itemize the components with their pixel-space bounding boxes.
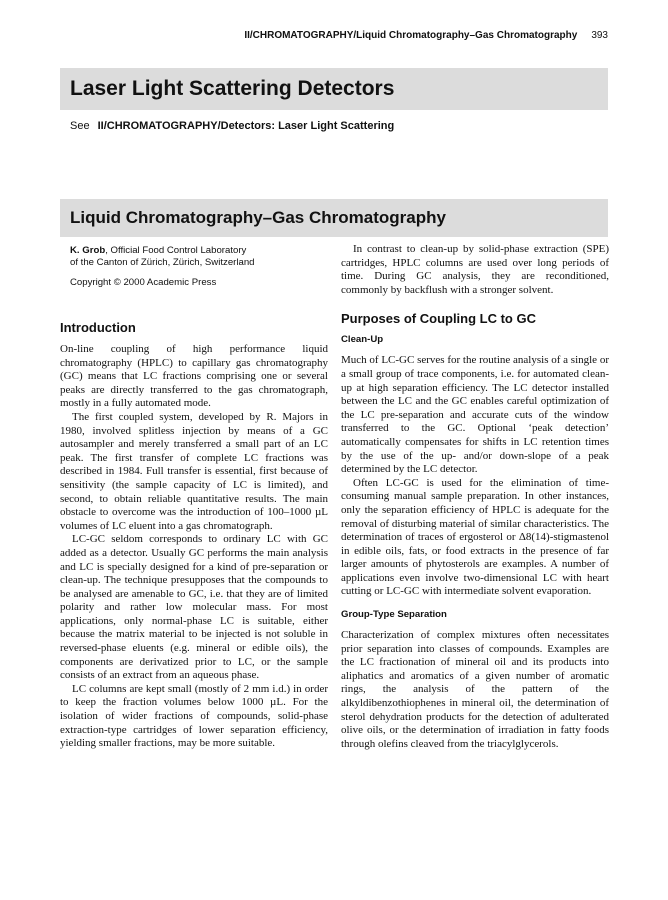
subsection-heading-group-type: Group-Type Separation <box>341 609 447 621</box>
affiliation-line-2: of the Canton of Zürich, Zürich, Switzerland <box>70 257 255 268</box>
left-column <box>60 320 328 751</box>
author-line <box>70 245 330 257</box>
paragraph: In contrast to clean-up by solid-phase extraction (SPE) cartridges, HPLC columns are used over long periods of time. During GC analysis, they are reconditioned, commonly by backflush with a stronger solvent. <box>341 243 609 296</box>
entry-title-laser-light-scattering: Laser Light Scattering Detectors <box>70 77 395 100</box>
page-number: 393 <box>591 30 608 41</box>
affiliation: , Official Food Control Laboratory <box>105 245 247 256</box>
paragraph: On-line coupling of high performance liquid chromatography (HPLC) to capillary gas chromatography (GC) means that LC fractions comprising one or several peaks are directly transferred to the gas chromatograph, mostly in a fully automated mode. <box>60 343 328 410</box>
right-column <box>341 243 609 751</box>
copyright: Copyright © 2000 Academic Press <box>70 277 217 288</box>
paragraph: Characterization of complex mixtures often necessitates prior separation into classes of compounds. Examples are the LC fractionation of mineral oil and its products into aliphatics and aromatics of a given number of aromatic rings, the analysis of the pattern of the alkyldibenzothiophenes in mineral oil, the determination of sterol dehydration products for the detection of adulterated olive oils, or the determination of irradiation in fatty foods through olefins cleaved from the triacylglycerols. <box>341 629 609 750</box>
author-name: K. Grob <box>70 245 106 256</box>
entry-title-band <box>60 199 608 237</box>
section-heading-introduction: Introduction <box>60 320 136 335</box>
paragraph: Much of LC-GC serves for the routine analysis of a single or a small group of trace components, i.e. for automated clean-up at high separation efficiency. The LC detector installed between the LC and the GC enables careful optimization of the LC pre-separation and accurate cuts of the window transferred to the GC. Optional ‘peak detection’ automatically compensates for shifts in LC retention times by the use of the up- and/or down-slope of a peak determined by the LC detector. <box>341 354 609 476</box>
paragraph: The first coupled system, developed by R. Majors in 1980, involved splitless injection by means of a GC autosampler and merely transferred a small part of an LC peak. The first transfer of complete LC fractions was described in 1984. Full transfer is essential, first because of sensitivity (the sample capacity of LC is limited), and second, to obtain reliable quantitative results. The main obstacle to overcome was the introduction of 100–1000 µL volumes of LC eluent into a gas chromatograph. <box>60 410 328 532</box>
section-heading-purposes: Purposes of Coupling LC to GC <box>341 311 536 327</box>
paragraph: Often LC-GC is used for the elimination of time-consuming manual sample preparation. In other instances, only the separation efficiency of HPLC is adequate for the removal of disturbing material of similar characteristics. The determination of traces of ergosterol or Δ8(14)-stigmastenol in edible oils, fats, or food extracts in the presence of far larger amounts of phytosterols are examples. A number of applications even involve two-dimensional LC with heart cutting or LC-GC with intermediate solvent evaporation. <box>341 476 609 598</box>
subsection-heading-clean-up: Clean-Up <box>341 334 384 346</box>
cross-reference <box>70 120 394 132</box>
paragraph: LC-GC seldom corresponds to ordinary LC with GC added as a detector. Usually GC performs the main analysis and LC is specially designed for a kind of pre-separation or clean-up. The technique presupposes that the compounds to be analysed are amenable to GC, i.e. that they are of limited polarity and rather low molecular mass. For most applications, only normal-phase LC is suitable, either because the matrix material to be injected is not soluble in reversed-phase eluents (e.g. mineral or edible oils), the components are derivatized prior to LC, or the sample consists of an extract from an aqueous phase. <box>60 533 328 682</box>
see-label: See <box>70 120 90 132</box>
running-head-title: II/CHROMATOGRAPHY/Liquid Chromatography–Gas Chromatography <box>244 30 578 41</box>
author-block <box>70 245 330 289</box>
running-head <box>60 30 608 41</box>
paragraph: LC columns are kept small (mostly of 2 mm i.d.) in order to keep the fraction volumes below 1000 µL. For the isolation of wider fractions of compounds, solid-phase extraction-type cartridges of lower separation efficiency, yielding smaller fractions, may be more suitable. <box>60 682 328 750</box>
entry-title-lc-gc: Liquid Chromatography–Gas Chromatography <box>70 208 446 227</box>
cross-reference-link[interactable]: II/CHROMATOGRAPHY/Detectors: Laser Light Scattering <box>97 120 395 132</box>
entry-title-band <box>60 68 608 110</box>
